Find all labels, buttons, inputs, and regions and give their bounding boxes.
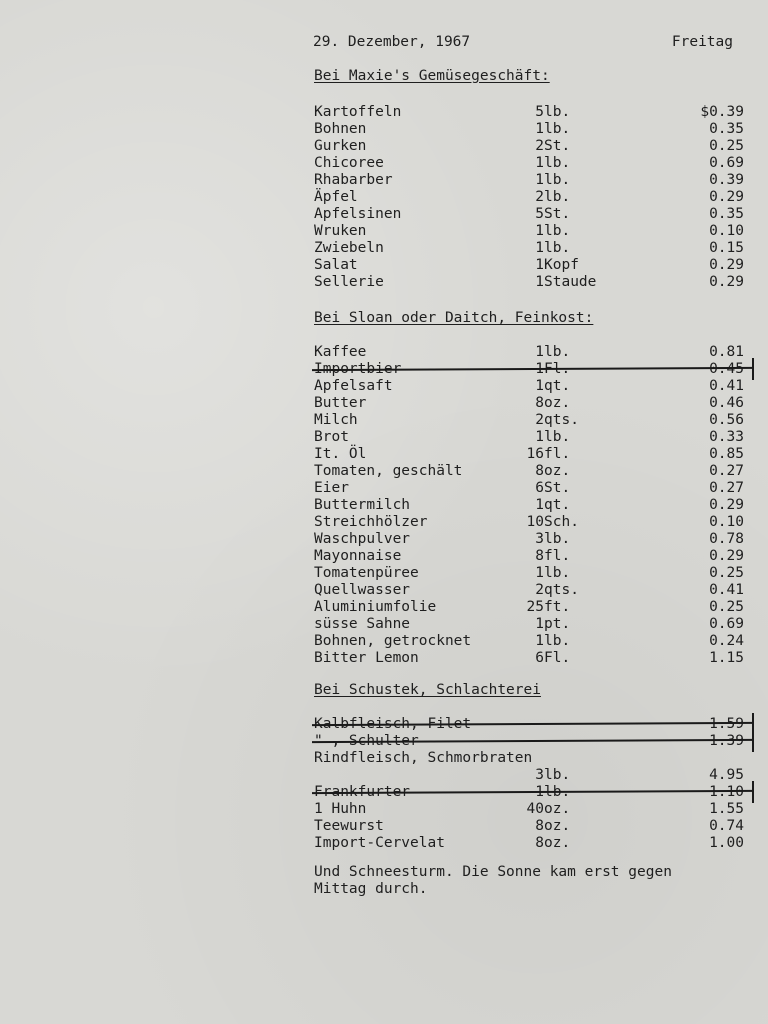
item-quantity: 1 (535, 155, 544, 171)
list-item (314, 633, 754, 650)
item-price: 1.59 (709, 716, 744, 732)
item-price: 0.35 (709, 121, 744, 137)
closing-note: Und Schneesturm. Die Sonne kam erst gegen Mittag durch. (314, 864, 672, 897)
item-unit: oz. (544, 395, 571, 411)
item-unit: pt. (544, 616, 571, 632)
item-name: süsse Sahne (314, 616, 411, 632)
item-unit: lb. (544, 344, 571, 360)
item-unit: Fl. (544, 361, 571, 377)
item-quantity: 25 (526, 599, 544, 615)
item-unit: Sch. (544, 514, 579, 530)
item-quantity: 1 (535, 429, 544, 445)
item-price: 0.29 (709, 274, 744, 290)
list-item (314, 378, 754, 395)
list-item (314, 412, 754, 429)
list-item (314, 716, 754, 733)
item-price: 0.29 (709, 497, 744, 513)
item-unit: lb. (544, 155, 571, 171)
list-item (314, 818, 754, 835)
document-header (313, 34, 733, 52)
item-price: 0.10 (709, 514, 744, 530)
list-item (314, 138, 754, 155)
item-unit: lb. (544, 784, 571, 800)
list-item (314, 514, 754, 531)
item-name: Waschpulver (314, 531, 411, 547)
item-price: 0.27 (709, 480, 744, 496)
item-unit: oz. (544, 463, 571, 479)
item-quantity: 1 (535, 172, 544, 188)
list-item (314, 257, 754, 274)
item-name: Teewurst (314, 818, 384, 834)
item-price: 0.25 (709, 565, 744, 581)
item-quantity: 5 (535, 104, 544, 120)
item-quantity: 1 (535, 565, 544, 581)
item-name: Frankfurter (314, 784, 411, 800)
weekday-label: Freitag (671, 34, 733, 50)
item-price: 0.41 (709, 378, 744, 394)
item-list-sloan-daitch (314, 344, 754, 667)
item-price: $0.39 (700, 104, 744, 120)
item-price: 0.29 (709, 257, 744, 273)
item-price: 0.35 (709, 206, 744, 222)
list-item (314, 206, 754, 223)
item-price: 0.69 (709, 155, 744, 171)
item-quantity: 2 (535, 412, 544, 428)
item-quantity: 3 (535, 531, 544, 547)
item-quantity: 6 (535, 480, 544, 496)
item-quantity: 1 (535, 257, 544, 273)
item-name: Kalbfleisch, Filet (314, 716, 472, 732)
item-name: Salat (314, 257, 358, 273)
item-name: Butter (314, 395, 367, 411)
item-name: Kaffee (314, 344, 367, 360)
item-price: 0.41 (709, 582, 744, 598)
item-quantity: 1 (535, 497, 544, 513)
item-unit: lb. (544, 121, 571, 137)
item-price: 0.15 (709, 240, 744, 256)
item-name: Gurken (314, 138, 367, 154)
item-unit: qt. (544, 497, 571, 513)
item-quantity: 2 (535, 138, 544, 154)
section-title-sloan-daitch: Bei Sloan oder Daitch, Feinkost: (314, 310, 594, 326)
item-name: Streichhölzer (314, 514, 428, 530)
item-quantity: 1 (535, 240, 544, 256)
item-price: 0.85 (709, 446, 744, 462)
item-price: 0.46 (709, 395, 744, 411)
item-name: Rindfleisch, Schmorbraten (314, 750, 533, 766)
item-quantity: 5 (535, 206, 544, 222)
item-name: Importbier (314, 361, 402, 377)
item-price: 0.29 (709, 189, 744, 205)
item-quantity: 1 (535, 633, 544, 649)
item-name: Bohnen, getrocknet (314, 633, 472, 649)
item-name: Bohnen (314, 121, 367, 137)
item-name: Apfelsaft (314, 378, 393, 394)
item-unit: fl. (544, 548, 571, 564)
item-quantity: 40 (526, 801, 544, 817)
item-unit: oz. (544, 801, 571, 817)
date-line: 29. Dezember, 1967 (313, 34, 471, 50)
item-unit: lb. (544, 633, 571, 649)
item-name: Wruken (314, 223, 367, 239)
item-quantity: 3 (535, 767, 544, 783)
item-name: Milch (314, 412, 358, 428)
item-name: Rhabarber (314, 172, 393, 188)
item-unit: qts. (544, 412, 579, 428)
item-quantity: 1 (535, 378, 544, 394)
item-name: Import-Cervelat (314, 835, 445, 851)
list-item (314, 104, 754, 121)
strikethrough-bracket (752, 730, 754, 752)
list-item (314, 548, 754, 565)
item-unit: qt. (544, 378, 571, 394)
list-item (314, 155, 754, 172)
item-quantity: 8 (535, 548, 544, 564)
item-list-maxie (314, 104, 754, 291)
strikethrough-bracket (752, 781, 754, 803)
section-title-schustek: Bei Schustek, Schlachterei (314, 682, 541, 698)
item-name: Aluminiumfolie (314, 599, 437, 615)
item-quantity: 6 (535, 650, 544, 666)
item-unit: St. (544, 206, 571, 222)
item-name: It. Öl (314, 446, 367, 462)
item-quantity: 10 (526, 514, 544, 530)
item-quantity: 8 (535, 463, 544, 479)
list-item (314, 767, 754, 784)
item-unit: St. (544, 480, 571, 496)
item-price: 1.39 (709, 733, 744, 749)
strikethrough-bracket (752, 358, 754, 380)
item-unit: lb. (544, 767, 571, 783)
item-quantity: 2 (535, 189, 544, 205)
item-price: 1.00 (709, 835, 744, 851)
list-item (314, 784, 754, 801)
item-price: 0.33 (709, 429, 744, 445)
list-item (314, 616, 754, 633)
item-unit: lb. (544, 429, 571, 445)
item-unit: Kopf (544, 257, 579, 273)
item-name: Quellwasser (314, 582, 411, 598)
item-quantity: 2 (535, 582, 544, 598)
item-price: 0.78 (709, 531, 744, 547)
item-price: 1.55 (709, 801, 744, 817)
item-price: 0.27 (709, 463, 744, 479)
list-item (314, 172, 754, 189)
list-item (314, 531, 754, 548)
item-quantity: 1 (535, 121, 544, 137)
list-item (314, 361, 754, 378)
list-item (314, 274, 754, 291)
item-unit: lb. (544, 104, 571, 120)
item-price: 0.69 (709, 616, 744, 632)
list-item (314, 121, 754, 138)
item-name: Eier (314, 480, 349, 496)
item-name: Mayonnaise (314, 548, 402, 564)
list-item (314, 189, 754, 206)
item-unit: lb. (544, 223, 571, 239)
item-list-schustek (314, 716, 754, 852)
list-item (314, 733, 754, 750)
list-item (314, 650, 754, 667)
item-price: 4.95 (709, 767, 744, 783)
item-quantity: 8 (535, 835, 544, 851)
list-item (314, 599, 754, 616)
item-quantity: 16 (526, 446, 544, 462)
item-quantity: 1 (535, 344, 544, 360)
list-item (314, 446, 754, 463)
item-price: 0.56 (709, 412, 744, 428)
item-name: Brot (314, 429, 349, 445)
item-name: Buttermilch (314, 497, 411, 513)
item-price: 0.39 (709, 172, 744, 188)
item-unit: lb. (544, 189, 571, 205)
item-unit: lb. (544, 240, 571, 256)
item-price: 0.74 (709, 818, 744, 834)
list-item (314, 240, 754, 257)
item-unit: fl. (544, 446, 571, 462)
item-unit: lb. (544, 172, 571, 188)
item-quantity: 1 (535, 361, 544, 377)
item-name: Chicoree (314, 155, 384, 171)
item-name: Kartoffeln (314, 104, 402, 120)
item-name: 1 Huhn (314, 801, 367, 817)
item-name: Bitter Lemon (314, 650, 419, 666)
item-price: 0.25 (709, 599, 744, 615)
item-name: Tomatenpüree (314, 565, 419, 581)
item-name: " , Schulter (314, 733, 419, 749)
item-quantity: 1 (535, 274, 544, 290)
section-title-maxie: Bei Maxie's Gemüsegeschäft: (314, 68, 550, 84)
item-unit: lb. (544, 565, 571, 581)
item-quantity: 8 (535, 818, 544, 834)
item-price: 1.10 (709, 784, 744, 800)
item-quantity: 1 (535, 784, 544, 800)
item-price: 1.15 (709, 650, 744, 666)
item-price: 0.24 (709, 633, 744, 649)
list-item (314, 223, 754, 240)
item-price: 0.29 (709, 548, 744, 564)
item-price: 0.10 (709, 223, 744, 239)
item-name: Tomaten, geschält (314, 463, 463, 479)
list-item (314, 395, 754, 412)
list-item (314, 565, 754, 582)
list-item (314, 582, 754, 599)
list-item (314, 344, 754, 361)
item-unit: Staude (544, 274, 597, 290)
list-item (314, 463, 754, 480)
item-unit: ft. (544, 599, 571, 615)
item-price: 0.81 (709, 344, 744, 360)
item-unit: qts. (544, 582, 579, 598)
item-unit: oz. (544, 835, 571, 851)
item-name: Äpfel (314, 189, 358, 205)
list-item (314, 429, 754, 446)
item-price: 0.45 (709, 361, 744, 377)
list-item (314, 480, 754, 497)
list-item (314, 750, 754, 767)
list-item (314, 801, 754, 818)
item-unit: lb. (544, 531, 571, 547)
item-unit: Fl. (544, 650, 571, 666)
item-quantity: 1 (535, 223, 544, 239)
item-name: Zwiebeln (314, 240, 384, 256)
item-unit: oz. (544, 818, 571, 834)
item-price: 0.25 (709, 138, 744, 154)
list-item (314, 497, 754, 514)
list-item (314, 835, 754, 852)
item-quantity: 1 (535, 616, 544, 632)
item-unit: St. (544, 138, 571, 154)
item-name: Apfelsinen (314, 206, 402, 222)
item-name: Sellerie (314, 274, 384, 290)
item-quantity: 8 (535, 395, 544, 411)
